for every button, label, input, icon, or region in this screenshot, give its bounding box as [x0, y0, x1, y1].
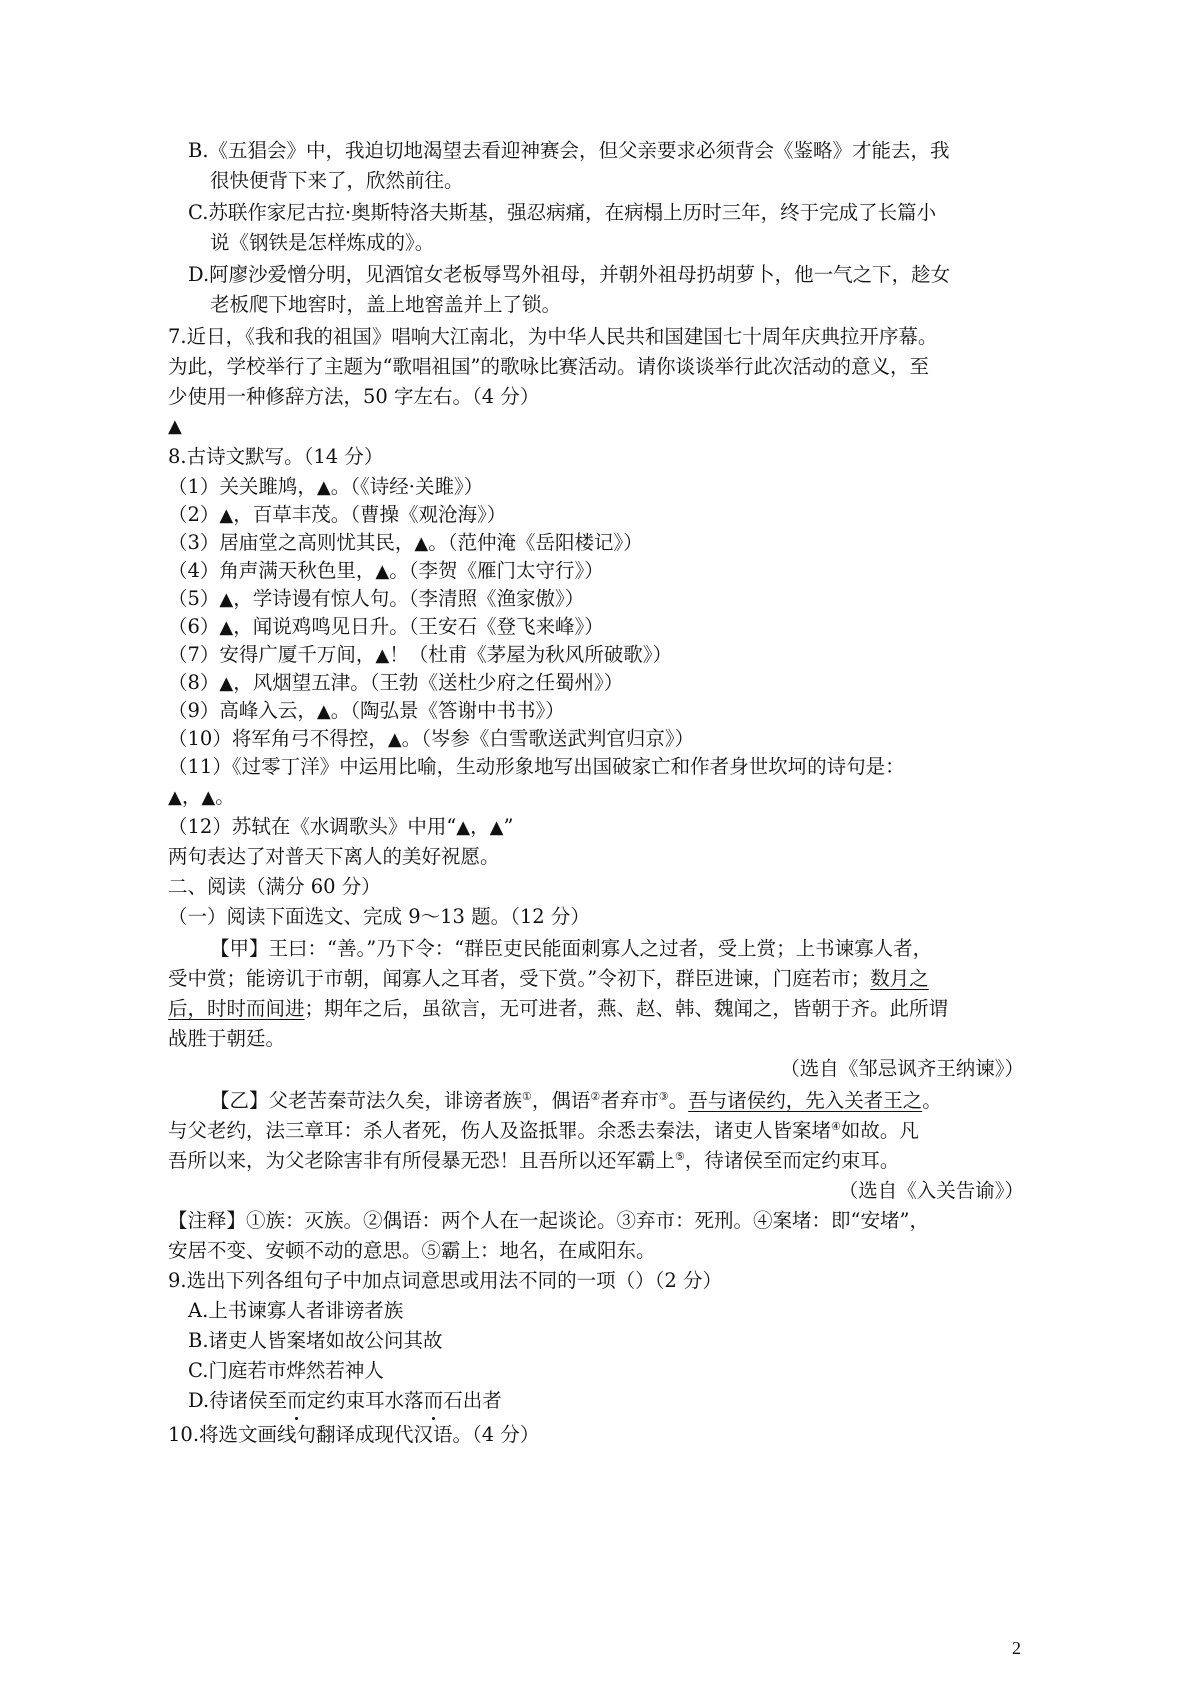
page-number: 2	[1012, 1638, 1021, 1658]
q8-item	[168, 556, 604, 587]
item-suffix: 。（李贺《雁门太守行》）	[389, 559, 604, 582]
dotted-word: 而	[287, 1386, 307, 1416]
jia-text: ；期年之后，虽欲言，无可进者，燕、赵、韩、魏闻之，皆朝于齐。此所谓	[304, 997, 949, 1020]
item-suffix: 。（范仲淹《岳阳楼记》）	[428, 531, 643, 554]
item-suffix: ，学诗谩有惊人句。（李清照《渔家傲》）	[233, 587, 585, 610]
yi-text: 如故。凡	[840, 1119, 919, 1142]
q8-item	[168, 696, 565, 727]
item-suffix: 。（陶弘景《答谢中书书》）	[330, 699, 565, 722]
footnote-marker: ⑤	[675, 1150, 685, 1163]
passage-yi-source: （选自《入关告谕》）	[838, 1179, 1024, 1202]
subsection-heading: （一）阅读下面选文、完成 9～13 题。（12 分）	[168, 905, 590, 928]
passage-jia-line3	[168, 994, 948, 1024]
answer-blank: ▲	[219, 505, 234, 526]
answer-blank: ▲	[375, 645, 390, 666]
yi-text: ，偶语	[531, 1089, 591, 1112]
answer-blank: ▲	[414, 533, 429, 554]
q10-stem: 10.将选文画线句翻译成现代汉语。（4 分）	[168, 1423, 540, 1446]
q7-line3: 少使用一种修辞方法，50 字左右。（4 分）	[168, 385, 540, 408]
answer-blank: ▲	[456, 817, 471, 838]
yi-text: 。	[922, 1089, 942, 1112]
yi-text: 与父老约，法三章耳：杀人者死，伤人及盗抵罪。余悉去秦法，诸吏人皆案堵	[168, 1119, 832, 1142]
item-suffix: ！（杜甫《茅屋为秋风所破歌》）	[389, 643, 673, 666]
passage-jia-line2	[168, 964, 929, 994]
answer-blank: ▲	[387, 729, 402, 750]
option-text: D.待诸侯至	[188, 1389, 288, 1412]
passage-jia-line1: 【甲】王曰：“善。”乃下令：“群臣吏民能面刺寡人之过者，受上赏；上书谏寡人者，	[210, 937, 933, 960]
answer-blank: ▲	[168, 787, 182, 808]
item-prefix: （4）角声满天秋色里，	[168, 559, 376, 582]
footnote-marker: ①	[522, 1090, 532, 1103]
q8-item11-line1: （11）《过零丁洋》中运用比喻，生动形象地写出国破家亡和作者身世坎坷的诗句是：	[168, 755, 905, 778]
item-prefix: （7）安得广厦千万间，	[168, 643, 376, 666]
item-prefix: （8）	[168, 671, 220, 694]
q8-item	[168, 472, 483, 503]
notes-line2: 安居不变、安顿不动的意思。⑤霸上：地名，在咸阳东。	[168, 1239, 656, 1262]
answer-blank: ▲	[489, 817, 504, 838]
period: 。	[215, 785, 235, 808]
passage-jia-source: （选自《邹忌讽齐王纳谏》）	[780, 1057, 1024, 1080]
item-suffix: ，风烟望五津。（王勃《送杜少府之任蜀州》）	[233, 671, 624, 694]
section-heading: 二、阅读（满分 60 分）	[168, 875, 381, 898]
jia-text: 受中赏；能谤讥于市朝，闻寡人之耳者，受下赏。”令初下，群臣进谏，门庭若市；	[168, 967, 871, 990]
q8-item	[168, 668, 623, 699]
q9-option-b: B.诸吏人皆案堵如故公问其故	[188, 1329, 443, 1352]
item-suffix: ，闻说鸡鸣见日升。（王安石《登飞来峰》）	[233, 615, 604, 638]
yi-text: 者弃市	[600, 1089, 659, 1112]
item-suffix: ，百草丰茂。（曹操《观沧海》）	[233, 503, 507, 526]
q8-item	[168, 584, 584, 615]
item-prefix: （2）	[168, 503, 220, 526]
q6-option-c-line1: C.苏联作家尼古拉·奥斯特洛夫斯基，强忍病痛，在病榻上历时三年，终于完成了长篇小	[188, 201, 937, 224]
q8-item	[168, 612, 604, 643]
answer-blank: ▲	[219, 589, 234, 610]
q9-stem: 9.选出下列各组句子中加点词意思或用法不同的一项（）（2 分）	[168, 1269, 722, 1292]
q6-option-b-line2: 很快便背下来了，欣然前往。	[210, 169, 464, 192]
separator: ，	[470, 815, 490, 838]
passage-jia-line4: 战胜于朝廷。	[168, 1027, 286, 1050]
yi-text: ，待诸侯至而定约束耳。	[684, 1149, 900, 1172]
notes-line1: 【注释】①族：灭族。②偶语：两个人在一起谈论。③弃市：死刑。④案堵：即“安堵”，	[168, 1209, 929, 1232]
option-text: 石出者	[443, 1389, 502, 1412]
passage-yi-line2	[168, 1116, 919, 1146]
q6-option-d-line1: D.阿廖沙爱憎分明，见酒馆女老板辱骂外祖母，并朝外祖母扔胡萝卜，他一气之下，趁女	[188, 263, 951, 286]
footnote-marker: ③	[658, 1090, 669, 1103]
item-prefix: （9）高峰入云，	[168, 699, 317, 722]
answer-blank: ▲	[316, 477, 331, 498]
underlined-sentence: 后，时时而间进	[168, 997, 305, 1020]
passage-yi-line1	[210, 1086, 942, 1116]
yi-text: 。	[668, 1089, 689, 1112]
item-prefix: （1）关关雎鸠，	[168, 475, 317, 498]
q8-item12-line2: 两句表达了对普天下离人的美好祝愿。	[168, 845, 500, 868]
footnote-marker: ④	[831, 1120, 841, 1133]
q8-item	[168, 640, 672, 671]
underlined-sentence: 吾与诸侯约，先入关者王之	[688, 1089, 923, 1112]
underlined-sentence: 数月之	[870, 967, 929, 990]
item-prefix: （10）将军角弓不得控，	[168, 727, 388, 750]
dotted-word: 而	[424, 1386, 444, 1416]
item-suffix: 。（《诗经·关雎》）	[330, 475, 484, 498]
answer-blank: ▲	[316, 701, 331, 722]
q9-option-a: A.上书谏寡人者诽谤者族	[188, 1299, 404, 1322]
q6-option-d-line2: 老板爬下地窖时，盖上地窖盖并上了锁。	[210, 293, 562, 316]
answer-blank: ▲	[375, 561, 390, 582]
q8-item11-line2	[168, 782, 235, 813]
answer-blank: ▲	[201, 787, 216, 808]
yi-text: 【乙】父老苦秦苛法久矣，诽谤者族	[210, 1089, 523, 1112]
footnote-marker: ②	[590, 1090, 601, 1103]
q6-option-b-line1: B.《五猖会》中，我迫切地渴望去看迎神赛会，但父亲要求必须背会《鉴略》才能去，我	[188, 139, 950, 162]
q8-item	[168, 528, 643, 559]
item-prefix: （6）	[168, 615, 220, 638]
answer-blank: ▲	[219, 673, 234, 694]
item-prefix: （3）居庙堂之高则忧其民，	[168, 531, 415, 554]
yi-text: 吾所以来，为父老除害非有所侵暴无恐！且吾所以还军霸上	[168, 1149, 676, 1172]
q6-option-c-line2: 说《钢铁是怎样炼成的》。	[210, 231, 435, 254]
answer-blank: ▲	[219, 617, 234, 638]
separator: ，	[181, 785, 202, 808]
close-quote: ”	[503, 815, 514, 838]
option-text: 定约束耳水落	[306, 1389, 424, 1412]
q7-line2: 为此，学校举行了主题为“歌唱祖国”的歌咏比赛活动。请你谈谈举行此次活动的意义，至	[168, 355, 929, 378]
passage-yi-line3	[168, 1146, 899, 1176]
item-suffix: 。（岑参《白雪歌送武判官归京》）	[401, 727, 695, 750]
q9-option-c: C.门庭若市烨然若神人	[188, 1359, 384, 1382]
q9-option-d	[188, 1386, 502, 1416]
item-prefix: （5）	[168, 587, 220, 610]
q7-answer-blank: ▲	[168, 416, 182, 437]
q8-item12-line1	[168, 812, 513, 843]
q8-item	[168, 500, 506, 531]
q8-title: 8.古诗文默写。（14 分）	[168, 445, 384, 468]
q7-line1: 7.近日，《我和我的祖国》唱响大江南北，为中华人民共和国建国七十周年庆典拉开序幕。	[168, 325, 938, 348]
q8-item	[168, 724, 694, 755]
item12-prefix: （12）苏轼在《水调歌头》中用“	[168, 815, 457, 838]
